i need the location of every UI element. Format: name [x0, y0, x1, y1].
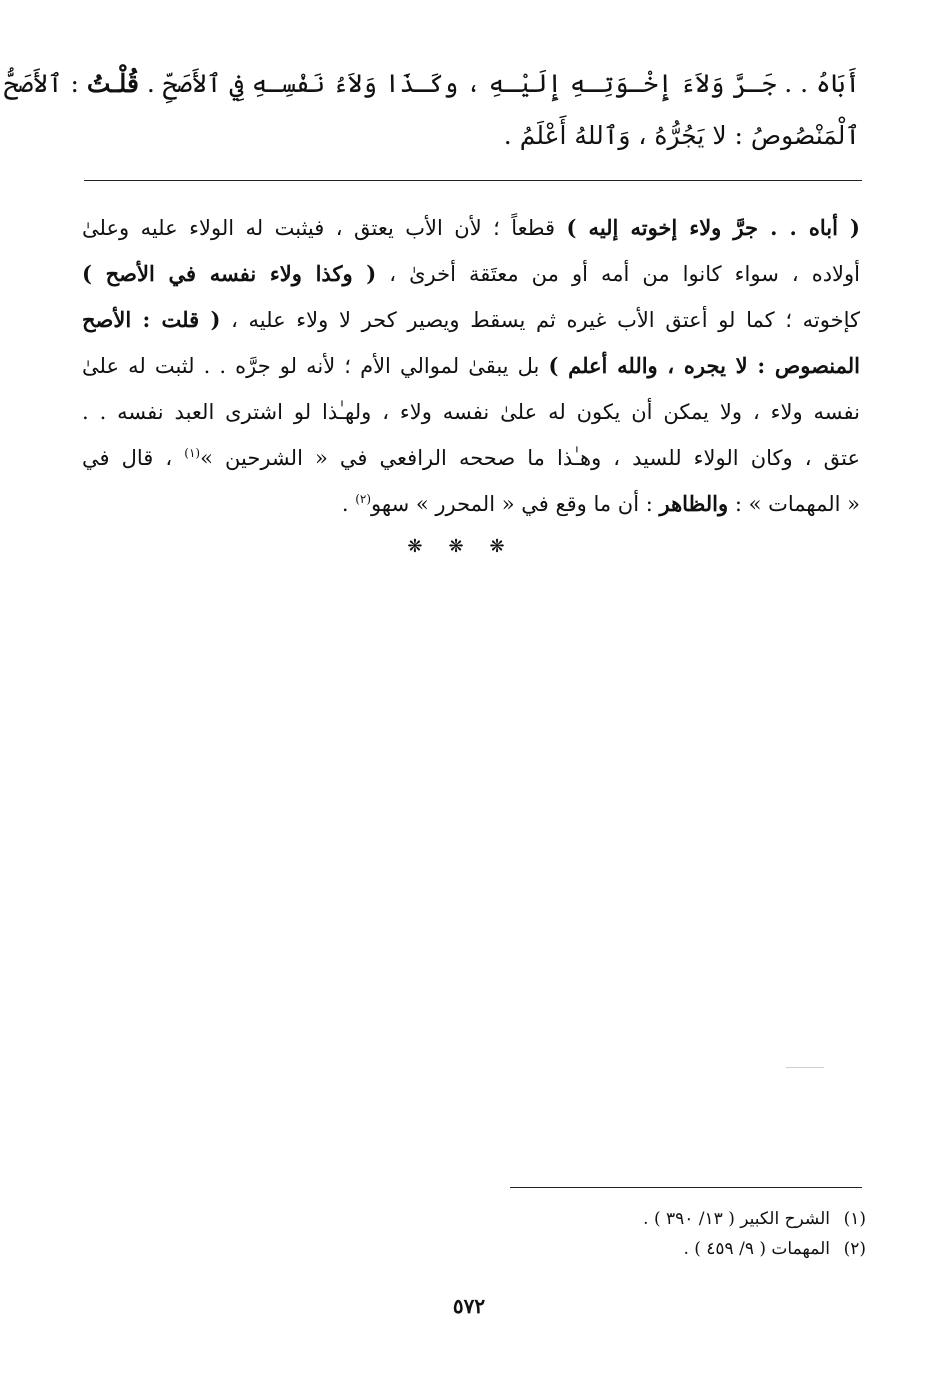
footnote-marker-2[interactable]: (٢)	[355, 492, 372, 506]
footnotes	[643, 1204, 866, 1264]
quoted-matn: ( أباه . . جرَّ ولاء إخوته إليه )	[566, 215, 860, 240]
sharh-text-run: « المهمات » :	[728, 492, 860, 516]
sharh-text-run: : أن ما وقع في « المحرر » سهو	[371, 492, 660, 516]
footnote-number: (٢)	[843, 1239, 866, 1259]
scan-speck	[786, 1067, 824, 1068]
sharh-text-run: .	[341, 492, 356, 516]
star-icon: ❋	[407, 536, 449, 557]
star-icon: ❋	[448, 536, 490, 557]
quoted-matn: المنصوص : لا يجره ، والله أعلم )	[548, 353, 860, 378]
matn-qultu: قُلْـتُ	[86, 69, 139, 98]
footnote-1	[643, 1204, 866, 1234]
footnote-text: الشرح الكبير ( ١٣/ ٣٩٠ ) .	[643, 1209, 830, 1229]
matn-line-2: ٱلْمَنْصُوصُ : لا يَجُرُّهُ ، وَٱللهُ أَعْلَمُ .	[503, 121, 860, 150]
sharh-text-run: كإخوته ؛ كما لو أعتق الأب غيره ثم يسقط ويصير كحر لا ولاء عليه ،	[220, 308, 860, 332]
sharh-line-3	[82, 297, 860, 343]
matn-line-1	[3, 58, 860, 110]
footnote-2	[643, 1234, 866, 1264]
sharh-text-run: نفسه ولاء ، ولا يمكن أن يكون له علىٰ نفسه ولاء ، ولهـٰذا لو اشترى العبد نفسه . .	[82, 400, 860, 424]
footnote-number: (١)	[843, 1209, 866, 1229]
sharh-line-2	[82, 251, 860, 297]
matn-line-1-end: : ٱلأَصَحُّ	[3, 69, 87, 98]
section-separator-stars	[0, 536, 938, 557]
sharh-text-run: بل يبقىٰ لموالي الأم ؛ لأنه لو جرَّه . . لثبت له علىٰ	[82, 354, 549, 378]
star-icon: ❋	[489, 536, 531, 557]
page-number: ٥٧٢	[452, 1294, 486, 1318]
sharh-text-run: أولاده ، سواء كانوا من أمه أو من معتَقة أخرىٰ ،	[376, 262, 860, 286]
matn-line-1-text: أَبَاهُ . . جَـرَّ وَلاَءَ إِخْـوَتِـهِ إِلَيْـهِ ، وكَـذَا وَلاَءُ نَفْسِـهِ فِي ٱلأَصَحِّ .	[138, 69, 860, 98]
sharh-line-7	[82, 481, 860, 527]
sharh-text	[82, 205, 860, 527]
footnote-text: المهمات ( ٩/ ٤٥٩ ) .	[683, 1239, 830, 1259]
quoted-matn: ( وكذا ولاء نفسه في الأصح )	[82, 261, 377, 286]
sharh-text-run: قطعاً ؛ لأن الأب يعتق ، فيثبت له الولاء عليه وعلىٰ	[82, 216, 567, 240]
sharh-text-run: ، قال في	[82, 446, 185, 470]
separator-rule	[84, 180, 862, 181]
sharh-line-1	[82, 205, 860, 251]
footnote-marker-1[interactable]: (١)	[184, 446, 201, 460]
sharh-text-run: عتق ، وكان الولاء للسيد ، وهـٰذا ما صححه الرافعي في « الشرحين »	[200, 446, 860, 470]
matn-text	[3, 58, 860, 162]
quoted-matn: ( قلت : الأصح	[82, 307, 221, 332]
footnote-rule	[510, 1187, 862, 1188]
sharh-line-5	[82, 389, 860, 435]
quoted-term: والظاهر	[659, 491, 729, 516]
sharh-line-4	[82, 343, 860, 389]
sharh-line-6	[82, 435, 860, 481]
